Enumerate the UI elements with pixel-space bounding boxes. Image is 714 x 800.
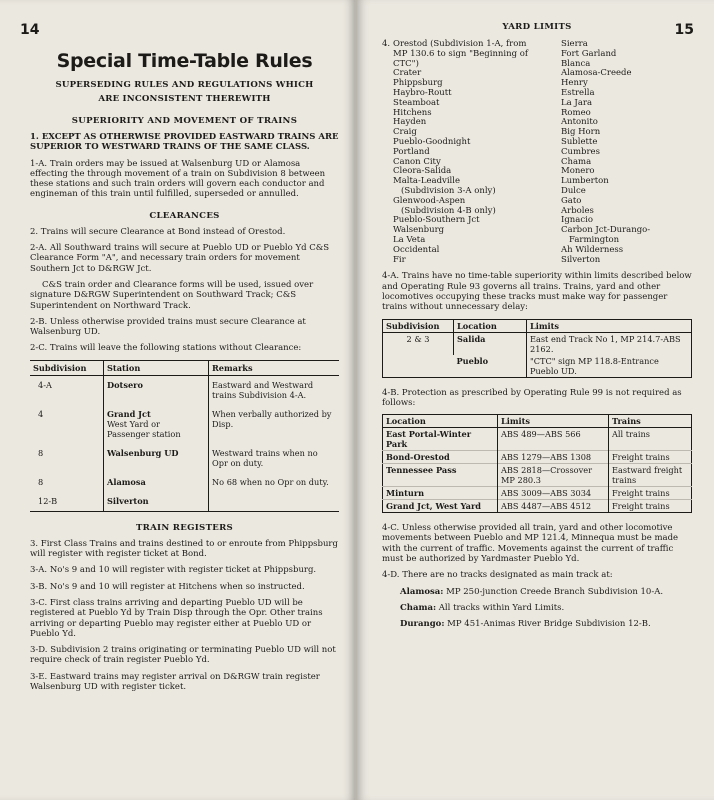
table-header-row xyxy=(383,415,692,428)
station-detail: West Yard or Passenger station xyxy=(107,418,181,439)
yard-limit-item: Hayden xyxy=(393,117,427,128)
main-track-place: Alamosa: xyxy=(400,586,444,597)
remarks-cell xyxy=(209,492,340,512)
yard-limit-item: Monero xyxy=(561,166,595,177)
rule-4a: 4-A. Trains have no time-table superiority within limits described below and Operating Rule 93 governs all trains. Trains, yard and other locomotives occupying these tracks must make way for passenger trains without unnecessary delay: xyxy=(382,271,692,313)
subdivision-cell: 4 xyxy=(38,408,44,419)
rule-2a-continued: C&S train order and Clearance forms will be used, issued over signature D&RGW Superintendent on Southward Track; C&S Superintendent on Northward Track. xyxy=(30,279,314,311)
section-superiority: SUPERIORITY AND MOVEMENT OF TRAINS xyxy=(71,116,298,126)
yard-limit-item: Alamosa-Creede xyxy=(561,68,632,79)
table-row xyxy=(30,405,339,444)
yard-limit-item: Hitchens xyxy=(393,107,432,118)
limits-cell: ABS 4487—ABS 4512 xyxy=(498,500,609,513)
station-cell: Alamosa xyxy=(104,473,209,492)
yard-limit-item: Cumbres xyxy=(561,146,600,157)
limits-cell: ABS 2818—Crossover MP 280.3 xyxy=(498,464,609,487)
section-yard-limits: YARD LIMITS xyxy=(502,22,572,32)
yard-limit-item: Ah Wilderness xyxy=(561,244,624,255)
limits-cell: ABS 3009—ABS 3034 xyxy=(498,487,609,500)
yard-limit-item: Henry xyxy=(561,78,588,89)
yard-limit-item: Big Horn xyxy=(561,127,601,138)
main-track-item xyxy=(400,603,692,613)
yard-limit-item: CTC") xyxy=(393,58,419,69)
protection-table xyxy=(382,414,692,513)
table-row xyxy=(383,428,692,451)
rule-2a: 2-A. All Southward trains will secure at Pueblo UD or Pueblo Yd C&S Clearance Form "A", and necessary train orders for movement Southern Jct to D&RGW Jct. xyxy=(30,243,330,274)
yard-limit-item: Chama xyxy=(561,156,592,167)
page-title: Special Time-Table Rules xyxy=(56,50,313,72)
yard-limits-column-1 xyxy=(393,40,561,265)
yard-limit-item: Phippsburg xyxy=(393,78,443,89)
yard-limit-item: Carbon Jct-Durango- xyxy=(561,225,651,236)
page-number-left: 14 xyxy=(20,22,40,38)
yard-limit-item: Crater xyxy=(393,68,422,79)
yard-limit-item: Pueblo-Southern Jct xyxy=(393,215,480,226)
section-train-registers: TRAIN REGISTERS xyxy=(135,522,234,533)
subdivision-cell: 8 xyxy=(38,447,44,458)
yard-limit-item: Blanca xyxy=(561,58,591,69)
yard-limit-item: Occidental xyxy=(393,244,440,255)
yard-limit-item: Farmington xyxy=(569,234,620,245)
left-page xyxy=(0,0,355,800)
rule-4-number: 4. xyxy=(382,39,391,49)
yard-limit-item: Steamboat xyxy=(393,97,440,108)
column-header-remarks: Remarks xyxy=(209,360,340,375)
yard-limit-item: Haybro-Routt xyxy=(393,87,452,98)
trains-cell: Freight trains xyxy=(609,500,692,513)
yard-limit-item: Sierra xyxy=(561,39,588,49)
location-cell: Pueblo xyxy=(456,355,489,366)
section-clearances: CLEARANCES xyxy=(149,210,220,221)
rule-3e: 3-E. Eastward trains may register arrival on D&RGW train register Walsenburg UD with register ticket. xyxy=(30,671,320,693)
yard-limit-item: Portland xyxy=(393,146,430,157)
column-header-limits: Limits xyxy=(527,319,692,332)
table-row xyxy=(30,473,339,492)
yard-limit-item: Pueblo-Goodnight xyxy=(393,136,471,147)
trains-cell: Freight trains xyxy=(609,451,692,464)
yard-limit-item: Malta-Leadville xyxy=(393,176,461,187)
station-cell: Dotsero xyxy=(104,375,209,405)
column-header-location: Location xyxy=(383,415,498,428)
main-track-item xyxy=(400,619,692,629)
subdivision-cell: 2 & 3 xyxy=(406,333,430,344)
yard-limit-item: Antonito xyxy=(561,117,598,128)
column-header-station: Station xyxy=(104,360,209,375)
limits-cell: ABS 1279—ABS 1308 xyxy=(498,451,609,464)
location-cell: Bond-Orestod xyxy=(383,451,498,464)
table-row xyxy=(383,500,692,513)
table-row xyxy=(30,492,339,512)
yard-limit-item: Fir xyxy=(393,254,406,265)
yard-limit-item: Sublette xyxy=(561,136,598,147)
rule-3d: 3-D. Subdivision 2 trains originating or terminating Pueblo UD will not require check of train register Pueblo Yd. xyxy=(30,645,336,666)
column-header-trains: Trains xyxy=(609,415,692,428)
yard-limit-item: Silverton xyxy=(561,254,601,265)
yard-limit-item: Orestod (Subdivision 1-A, from xyxy=(393,39,527,49)
rule-3c: 3-C. First class trains arriving and departing Pueblo UD will be registered at Pueblo Yd by Train Disp through the Opr. Other trains arriving or departing Pueblo may register either at Pueblo UD or Pueblo Yd. xyxy=(30,597,323,639)
yard-limit-item: Glenwood-Aspen xyxy=(393,195,466,206)
main-track-text: All tracks within Yard Limits. xyxy=(438,602,565,613)
page-number-right: 15 xyxy=(674,22,694,38)
main-track-place: Chama: xyxy=(400,602,437,613)
yard-limit-item: Ignacio xyxy=(561,215,593,226)
yard-limit-item: Canon City xyxy=(393,156,441,167)
yard-limits-list xyxy=(382,40,692,265)
rule-4d: 4-D. There are no tracks designated as main track at: xyxy=(382,570,613,581)
yard-limit-item: Cleora-Salida xyxy=(393,166,452,177)
station-name: Grand Jct xyxy=(107,408,151,419)
remarks-cell: Eastward and Westward trains Subdivision 4-A. xyxy=(209,375,340,405)
rule-4b: 4-B. Protection as prescribed by Operating Rule 99 is not required as follows: xyxy=(382,387,682,408)
table-row xyxy=(383,451,692,464)
column-header-limits: Limits xyxy=(498,415,609,428)
yard-limit-item: Romeo xyxy=(561,107,591,118)
column-header-subdivision: Subdivision xyxy=(30,360,104,375)
yard-limits-column-2 xyxy=(561,40,650,265)
table-row xyxy=(30,375,339,405)
station-cell: Walsenburg UD xyxy=(104,444,209,473)
yard-limit-item: MP 130.6 to sign "Beginning of xyxy=(393,48,528,59)
superiority-limits-table xyxy=(382,319,692,378)
subdivision-cell: 8 xyxy=(38,476,44,487)
subdivision-cell: 4-A xyxy=(38,379,52,390)
column-header-subdivision: Subdivision xyxy=(383,319,454,332)
trains-cell: All trains xyxy=(609,428,692,451)
rule-3: 3. First Class Trains and trains destined to or enroute from Phippsburg will register with register ticket at Bond. xyxy=(30,538,338,560)
rule-2b: 2-B. Unless otherwise provided trains must secure Clearance at Walsenburg UD. xyxy=(30,316,306,338)
location-cell: Salida xyxy=(454,332,527,355)
subtitle-line-1: SUPERSEDING RULES AND REGULATIONS WHICH xyxy=(55,80,314,90)
location-cell: Minturn xyxy=(383,487,498,500)
limits-cell: "CTC" sign MP 118.8-Entrance Pueblo UD. xyxy=(527,355,692,378)
rule-3b: 3-B. No's 9 and 10 will register at Hitchens when so instructed. xyxy=(30,581,305,592)
yard-limit-item: Gato xyxy=(561,195,582,206)
station-cell: Silverton xyxy=(104,492,209,512)
table-header-row xyxy=(30,360,339,375)
rule-3a: 3-A. No's 9 and 10 will register with register ticket at Phippsburg. xyxy=(30,565,317,576)
yard-limit-item: Lumberton xyxy=(561,176,609,187)
limits-cell: ABS 489—ABS 566 xyxy=(498,428,609,451)
yard-limit-item: La Jara xyxy=(561,97,593,108)
limits-cell: East end Track No 1, MP 214.7-ABS 2162. xyxy=(527,332,692,355)
yard-limit-item: Estrella xyxy=(561,87,595,98)
trains-cell: Freight trains xyxy=(609,487,692,500)
location-cell: Tennessee Pass xyxy=(383,464,498,487)
remarks-cell: Westward trains when no Opr on duty. xyxy=(209,444,340,473)
location-cell: East Portal-Winter Park xyxy=(383,428,498,451)
table-row xyxy=(383,332,692,355)
yard-limit-item: Fort Garland xyxy=(561,48,617,59)
yard-limit-item: La Veta xyxy=(393,234,426,245)
remarks-cell: When verbally authorized by Disp. xyxy=(209,405,340,444)
rule-2c: 2-C. Trains will leave the following stations without Clearance: xyxy=(30,343,302,354)
yard-limit-item: Arboles xyxy=(561,205,594,216)
main-track-place: Durango: xyxy=(400,619,445,630)
main-track-text: MP 250-junction Creede Branch Subdivision 10-A. xyxy=(446,586,664,597)
trains-cell: Eastward freight trains xyxy=(609,464,692,487)
main-track-item xyxy=(400,587,692,597)
yard-limit-item: Craig xyxy=(393,127,417,138)
table-row xyxy=(383,487,692,500)
yard-limit-item: Dulce xyxy=(561,185,586,196)
stations-table xyxy=(30,360,339,512)
rule-4c: 4-C. Unless otherwise provided all train, yard and other locomotive movements between Pueblo and MP 121.4, Minnequa must be made with the current of traffic. Movements against the current of traffic must be authorized by Yardmaster Pueblo Yd. xyxy=(382,523,679,564)
rule-1a: 1-A. Train orders may be issued at Walsenburg UD or Alamosa effecting the through movement of a train on Subdivision 8 between these stations and such train orders will govern each conductor and engineman of this train until fulfilled, superseded or annulled. xyxy=(30,158,326,200)
station-cell xyxy=(104,405,209,444)
right-page xyxy=(357,0,714,800)
remarks-cell: No 68 when no Opr on duty. xyxy=(209,473,340,492)
subdivision-cell: 12-B xyxy=(38,495,58,506)
table-row xyxy=(383,464,692,487)
location-cell: Grand Jct, West Yard xyxy=(383,500,498,513)
column-header-location: Location xyxy=(454,319,527,332)
yard-limit-item: Walsenburg xyxy=(393,225,445,236)
table-row xyxy=(30,444,339,473)
yard-limit-item: (Subdivision 3-A only) xyxy=(401,185,496,196)
main-track-text: MP 451-Animas River Bridge Subdivision 12-B. xyxy=(447,619,651,630)
subtitle-line-2: ARE INCONSISTENT THEREWITH xyxy=(98,94,271,104)
table-header-row xyxy=(383,319,692,332)
yard-limit-item: (Subdivision 4-B only) xyxy=(401,205,496,216)
rule-2: 2. Trains will secure Clearance at Bond instead of Orestod. xyxy=(30,226,286,237)
rule-1: 1. EXCEPT AS OTHERWISE PROVIDED EASTWARD TRAINS ARE SUPERIOR TO WESTWARD TRAINS OF THE SAME CLASS. xyxy=(30,132,339,153)
